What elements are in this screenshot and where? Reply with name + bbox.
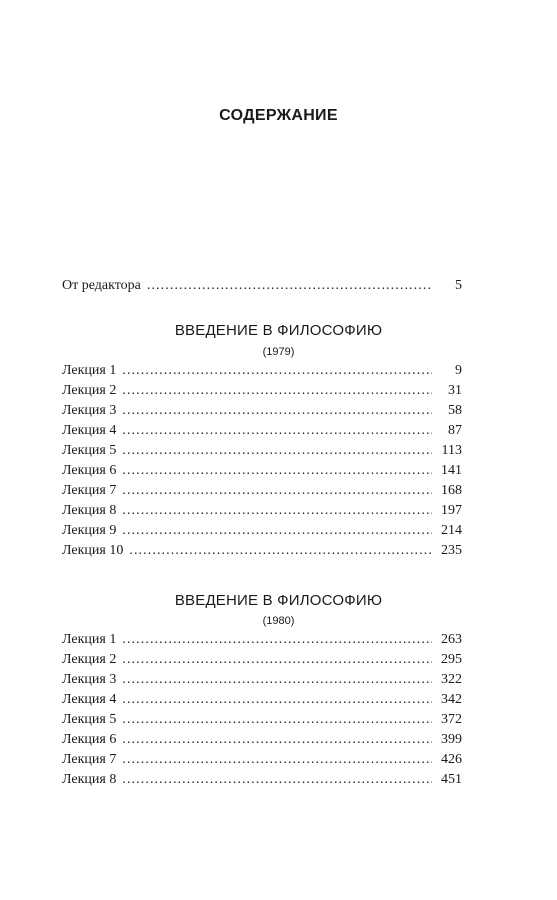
toc-entry[interactable] [62, 670, 462, 690]
toc-entry-page: 451 [441, 772, 462, 787]
dot-leader [122, 521, 432, 541]
toc-entry-label: Лекция 5 [62, 443, 117, 458]
toc-entry-page: 295 [441, 652, 462, 667]
dot-leader [122, 670, 432, 690]
toc-entry-label: Лекция 9 [62, 523, 117, 538]
dot-leader [122, 461, 432, 481]
toc-entry-page: 31 [448, 383, 462, 398]
toc-entry-page: 197 [441, 503, 462, 518]
toc-entry[interactable] [62, 730, 462, 750]
toc-entry-page: 214 [441, 523, 462, 538]
toc-entry-label: Лекция 3 [62, 672, 117, 687]
dot-leader [122, 481, 432, 501]
toc-entry[interactable] [62, 650, 462, 670]
section-title: ВВЕДЕНИЕ В ФИЛОСОФИЮ [174, 592, 383, 609]
dot-leader [122, 441, 432, 461]
toc-entry-page: 168 [441, 483, 462, 498]
toc-entry-page: 58 [448, 403, 462, 418]
toc-entry-label: Лекция 7 [62, 752, 117, 767]
toc-entry-label: От редактора [62, 278, 141, 293]
toc-entry[interactable] [62, 381, 462, 401]
toc-entry-label: Лекция 4 [62, 692, 117, 707]
section-year: (1980) [262, 615, 295, 627]
toc-entry-label: Лекция 6 [62, 463, 117, 478]
dot-leader [122, 650, 432, 670]
toc-entry[interactable] [62, 481, 462, 501]
section-title: ВВЕДЕНИЕ В ФИЛОСОФИЮ [174, 322, 383, 339]
toc-entry-label: Лекция 2 [62, 652, 117, 667]
dot-leader [122, 381, 432, 401]
toc-entry-page: 263 [441, 632, 462, 647]
dot-leader [122, 361, 432, 381]
dot-leader [122, 690, 432, 710]
toc-entry[interactable] [62, 541, 462, 561]
toc-entry[interactable] [62, 750, 462, 770]
toc-entry-page: 372 [441, 712, 462, 727]
dot-leader [129, 541, 432, 561]
toc-entry-label: Лекция 8 [62, 772, 117, 787]
dot-leader [122, 730, 432, 750]
toc-entry[interactable] [62, 630, 462, 650]
toc-entry-page: 235 [441, 543, 462, 558]
toc-entry-label: Лекция 8 [62, 503, 117, 518]
toc-entry[interactable] [62, 770, 462, 790]
toc-entry-label: Лекция 4 [62, 423, 117, 438]
toc-entry-page: 141 [441, 463, 462, 478]
dot-leader [122, 401, 432, 421]
toc-entry-page: 113 [441, 443, 462, 458]
dot-leader [122, 750, 432, 770]
toc-entry[interactable] [62, 361, 462, 381]
toc-entry-page: 322 [441, 672, 462, 687]
toc-entry[interactable] [62, 461, 462, 481]
toc-entry-label: Лекция 6 [62, 732, 117, 747]
dot-leader [122, 501, 432, 521]
toc-entry[interactable] [62, 690, 462, 710]
toc-entry-preface[interactable] [62, 276, 462, 296]
toc-entry-page: 342 [441, 692, 462, 707]
toc-entry[interactable] [62, 501, 462, 521]
toc-entry-label: Лекция 3 [62, 403, 117, 418]
toc-entry-label: Лекция 5 [62, 712, 117, 727]
dot-leader [122, 630, 432, 650]
toc-entry[interactable] [62, 521, 462, 541]
toc-entry-label: Лекция 2 [62, 383, 117, 398]
dot-leader [122, 710, 432, 730]
toc-entry-label: Лекция 7 [62, 483, 117, 498]
toc-entry[interactable] [62, 421, 462, 441]
toc-entry-page: 5 [455, 278, 462, 293]
dot-leader [147, 276, 432, 296]
toc-entry-page: 87 [448, 423, 462, 438]
toc-entry[interactable] [62, 710, 462, 730]
toc-entry-label: Лекция 1 [62, 632, 117, 647]
toc-entry[interactable] [62, 401, 462, 421]
toc-entry-page: 426 [441, 752, 462, 767]
toc-entry[interactable] [62, 441, 462, 461]
dot-leader [122, 770, 432, 790]
page-title: СОДЕРЖАНИЕ [219, 107, 338, 124]
section-year: (1979) [262, 346, 295, 358]
toc-entry-label: Лекция 1 [62, 363, 117, 378]
dot-leader [122, 421, 432, 441]
toc-entry-page: 399 [441, 732, 462, 747]
toc-entry-page: 9 [455, 363, 462, 378]
toc-entry-label: Лекция 10 [62, 543, 124, 558]
